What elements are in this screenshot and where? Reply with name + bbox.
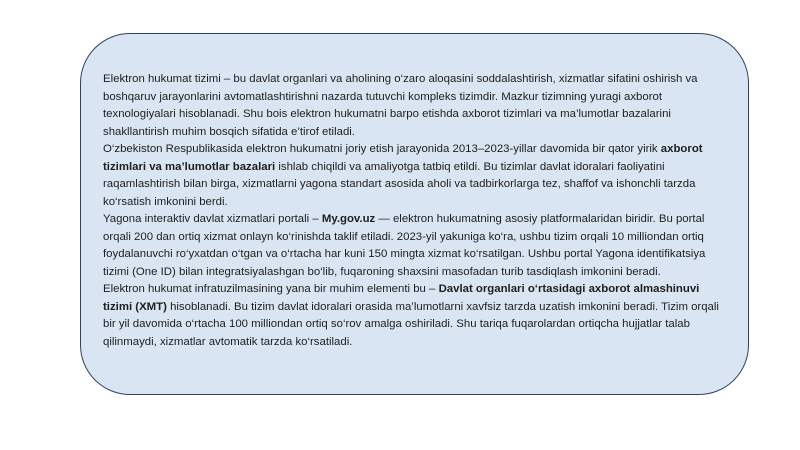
text-run: Elektron hukumat tizimi – bu davlat organlari va aholining o‘zaro aloqasini soddalashtirish, xizmatlar sifatini oshirish va boshqaruv jarayonlarini avtomatlashtirishni nazarda tutuvchi kompleks tizimdir. Mazkur tizimning yuragi axborot texnologiyalari hisoblanadi. Shu bois elektron hukumatni barpo etishda axborot tizimlari va ma’lumotlar bazalarini shakllantirish muhim bosqich sifatida e’tirof etiladi. (103, 73, 698, 138)
document-body (103, 71, 724, 351)
text-panel (80, 33, 749, 395)
paragraph (103, 211, 724, 281)
paragraph (103, 141, 724, 211)
text-run: ishlab chiqildi va amaliyotga tatbiq etildi. Bu tizimlar davlat idoralari faoliyatini raqamlashtirish bilan birga, xizmatlarni yagona standart asosida aholi va tadbirkorlarga tez, shaffof va ishonchli tarzda ko‘rsatish imkonini berdi. (103, 160, 696, 208)
text-run: Elektron hukumat infratuzilmasining yana bir muhim elementi bu – (103, 283, 439, 295)
bold-text-run: Davlat organlari o‘rtasidagi axborot almashinuvi tizimi (XMT) (103, 283, 700, 313)
text-run: O‘zbekiston Respublikasida elektron hukumatni joriy etish jarayonida 2013–2023-yillar davomida bir qator yirik (103, 143, 661, 155)
text-run: hisoblanadi. Bu tizim davlat idoralari orasida ma’lumotlarni xavfsiz tarzda uzatish imkonini beradi. Tizim orqali bir yil davomida o‘rtacha 100 milliondan ortiq so‘rov amalga oshiriladi. Shu tariqa fuqarolardan ortiqcha hujjatlar talab qilinmaydi, xizmatlar avtomatik tarzda ko‘rsatiladi. (103, 300, 719, 348)
paragraph (103, 71, 724, 141)
paragraph (103, 281, 724, 351)
text-run: Yagona interaktiv davlat xizmatlari portali – (103, 213, 322, 225)
bold-text-run: My.gov.uz (321, 213, 376, 225)
text-run: — elektron hukumatning asosiy platformalaridan biridir. Bu portal orqali 200 dan ortiq xizmat onlayn ko‘rinishda taklif etiladi. 2023-yil yakuniga ko‘ra, ushbu tizim orqali 10 milliondan ortiq foydalanuvchi ro‘yxatdan o‘tgan va o‘rtacha har kuni 150 mingta xizmat ko‘rsatilgan. Ushbu portal Yagona identifikatsiya tizimi (One ID) bilan integratsiyalashgan bo‘lib, fuqaroning shaxsini masofadan turib tasdiqlash imkonini beradi. (103, 213, 706, 278)
bold-text-run: axborot tizimlari va ma’lumotlar bazalari (103, 143, 703, 173)
